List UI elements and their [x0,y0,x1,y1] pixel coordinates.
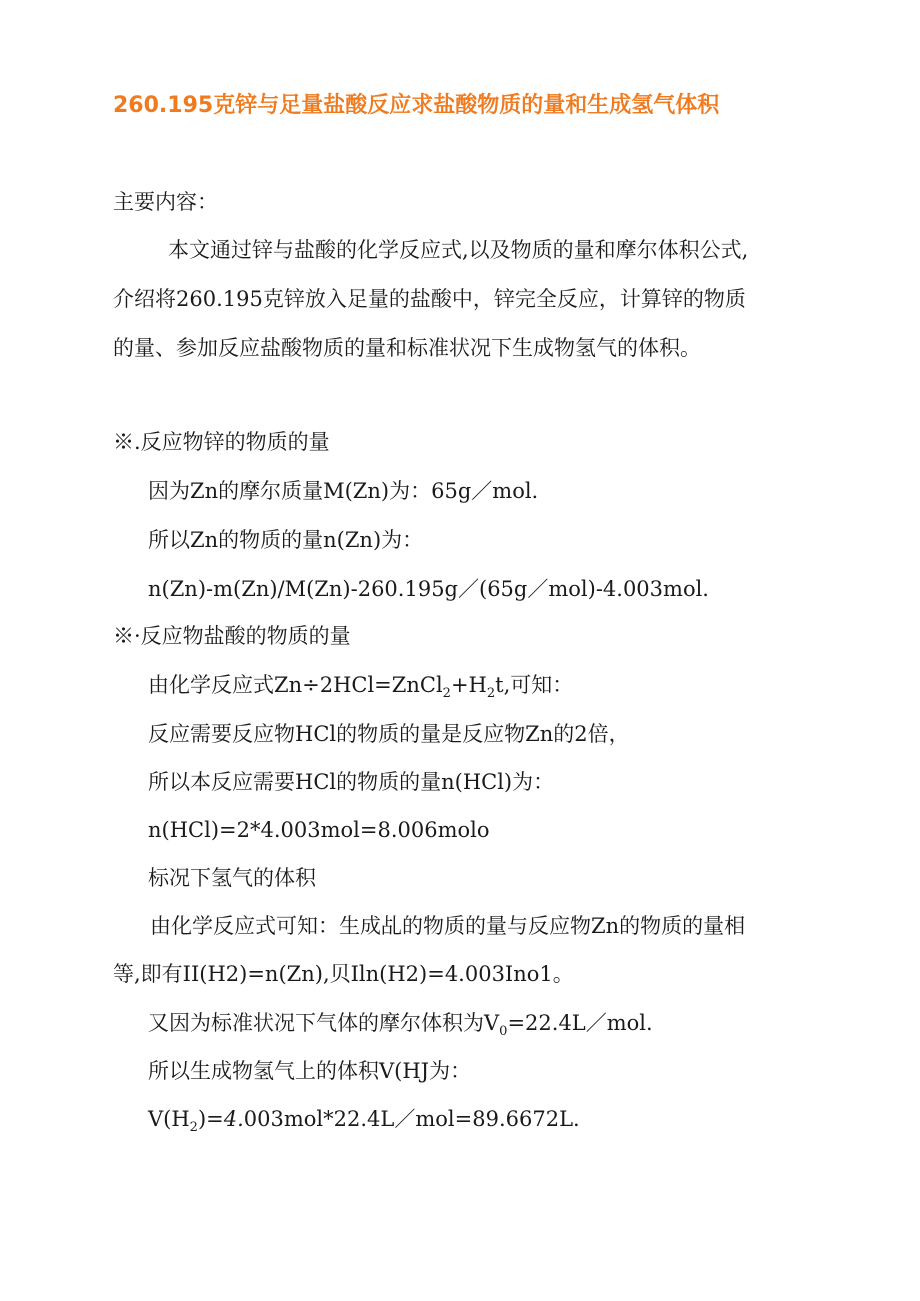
hydrogen-volume-part-1: V(H [148,1107,190,1131]
molar-volume-sub: 0 [499,1024,508,1040]
intro-paragraph-line-1: 本文通过锌与盐酸的化学反应式,以及物质的量和摩尔体积公式, [168,238,749,262]
hcl-amount-formula: n(HCl)=2*4.003mol=8.006molo [148,818,490,842]
hydrogen-volume-intro-line: 所以生成物氢气上的体积V(HJ为： [148,1059,472,1083]
hcl-ratio-line: 反应需要反应物HCl的物质的量是反应物Zn的2倍， [148,722,630,746]
hydrogen-volume-part-2: )= [197,1107,224,1131]
zinc-amount-intro-line: 所以Zn的物质的量n(Zn)为： [148,528,424,552]
section-hcl-heading: ※·反应物盐酸的物质的量 [113,624,351,648]
hydrogen-volume-formula [148,1104,580,1134]
document-title: 260.195克锌与足量盐酸反应求盐酸物质的量和生成氢气体积 [113,93,720,118]
reaction-equation-sub-1: 2 [442,686,451,702]
molar-volume-line [148,1008,653,1038]
intro-paragraph-line-2: 介绍将260.195克锌放入足量的盐酸中，锌完全反应，计算锌的物质 [113,287,746,311]
section-hydrogen-heading: 标况下氢气的体积 [148,866,316,890]
section-zinc-heading: ※.反应物锌的物质的量 [113,430,330,454]
molar-volume-part-2: =22.4L／mol. [507,1011,653,1035]
hcl-amount-intro-line: 所以本反应需要HCl的物质的量n(HCl)为： [148,770,555,794]
zinc-molar-mass-line: 因为Zn的摩尔质量M(Zn)为：65g／mol. [148,479,539,503]
hydrogen-volume-sub: 2 [189,1120,198,1136]
intro-paragraph-line-3: 的量、参加反应盐酸物质的量和标准状况下生成物氢气的体积。 [113,336,701,360]
reaction-equation-part-2: +H [450,673,487,697]
reaction-equation-sub-2: 2 [486,686,496,702]
hydrogen-volume-part-3: 003mol*22.4L／mol=89.6672L. [243,1107,580,1131]
intro-heading: 主要内容： [113,190,218,214]
reaction-equation-part-1: 由化学反应式Zn÷2HCl=ZnCl [148,673,443,697]
hydrogen-volume-italic: 4. [223,1107,244,1131]
hydrogen-text-line-1: 由化学反应式可知：生成乩的物质的量与反应物Zn的物质的量相 [150,914,746,938]
zinc-amount-formula: n(Zn)-m(Zn)/M(Zn)-260.195g／(65g／mol)-4.003mol. [148,577,709,601]
hydrogen-text-line-2: 等,即有II(H2)=n(Zn),贝Iln(H2)=4.003Ino1。 [113,962,574,986]
reaction-equation-line [148,670,573,700]
molar-volume-part-1: 又因为标准状况下气体的摩尔体积为V [148,1011,500,1035]
reaction-equation-part-3: t,可知： [495,673,574,697]
